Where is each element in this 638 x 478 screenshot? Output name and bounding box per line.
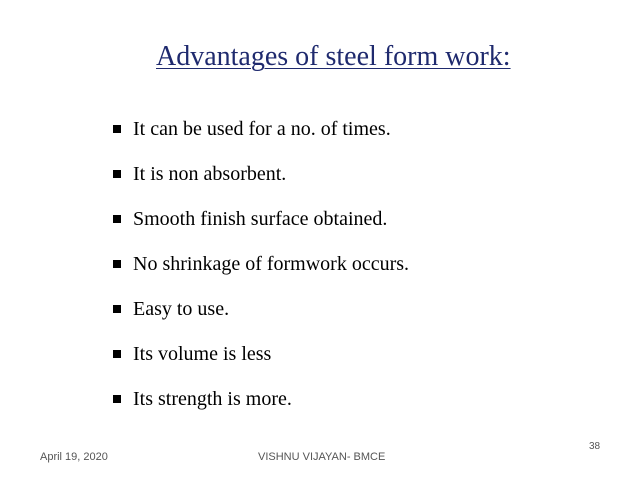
square-bullet-icon <box>113 170 121 178</box>
bullet-text: Easy to use. <box>133 298 230 320</box>
square-bullet-icon <box>113 350 121 358</box>
bullet-text: Its strength is more. <box>133 388 292 410</box>
square-bullet-icon <box>113 395 121 403</box>
bullet-text: No shrinkage of formwork occurs. <box>133 253 410 275</box>
square-bullet-icon <box>113 125 121 133</box>
square-bullet-icon <box>113 215 121 223</box>
bullet-text: Smooth finish surface obtained. <box>133 208 388 230</box>
square-bullet-icon <box>113 260 121 268</box>
bullet-item <box>113 208 409 230</box>
bullet-item <box>113 298 409 320</box>
page-number: 38 <box>589 441 601 452</box>
slide-title: Advantages of steel form work: <box>156 41 511 72</box>
bullet-text: It is non absorbent. <box>133 163 287 185</box>
bullet-item <box>113 253 409 275</box>
bullet-item <box>113 388 409 410</box>
bullet-item <box>113 118 409 140</box>
bullet-item <box>113 163 409 185</box>
bullet-item <box>113 343 409 365</box>
bullet-text: It can be used for a no. of times. <box>133 118 391 140</box>
footer-date: April 19, 2020 <box>40 451 108 463</box>
bullet-text: Its volume is less <box>133 343 272 365</box>
square-bullet-icon <box>113 305 121 313</box>
footer-author: VISHNU VIJAYAN- BMCE <box>258 451 386 463</box>
bullet-list <box>113 118 409 433</box>
